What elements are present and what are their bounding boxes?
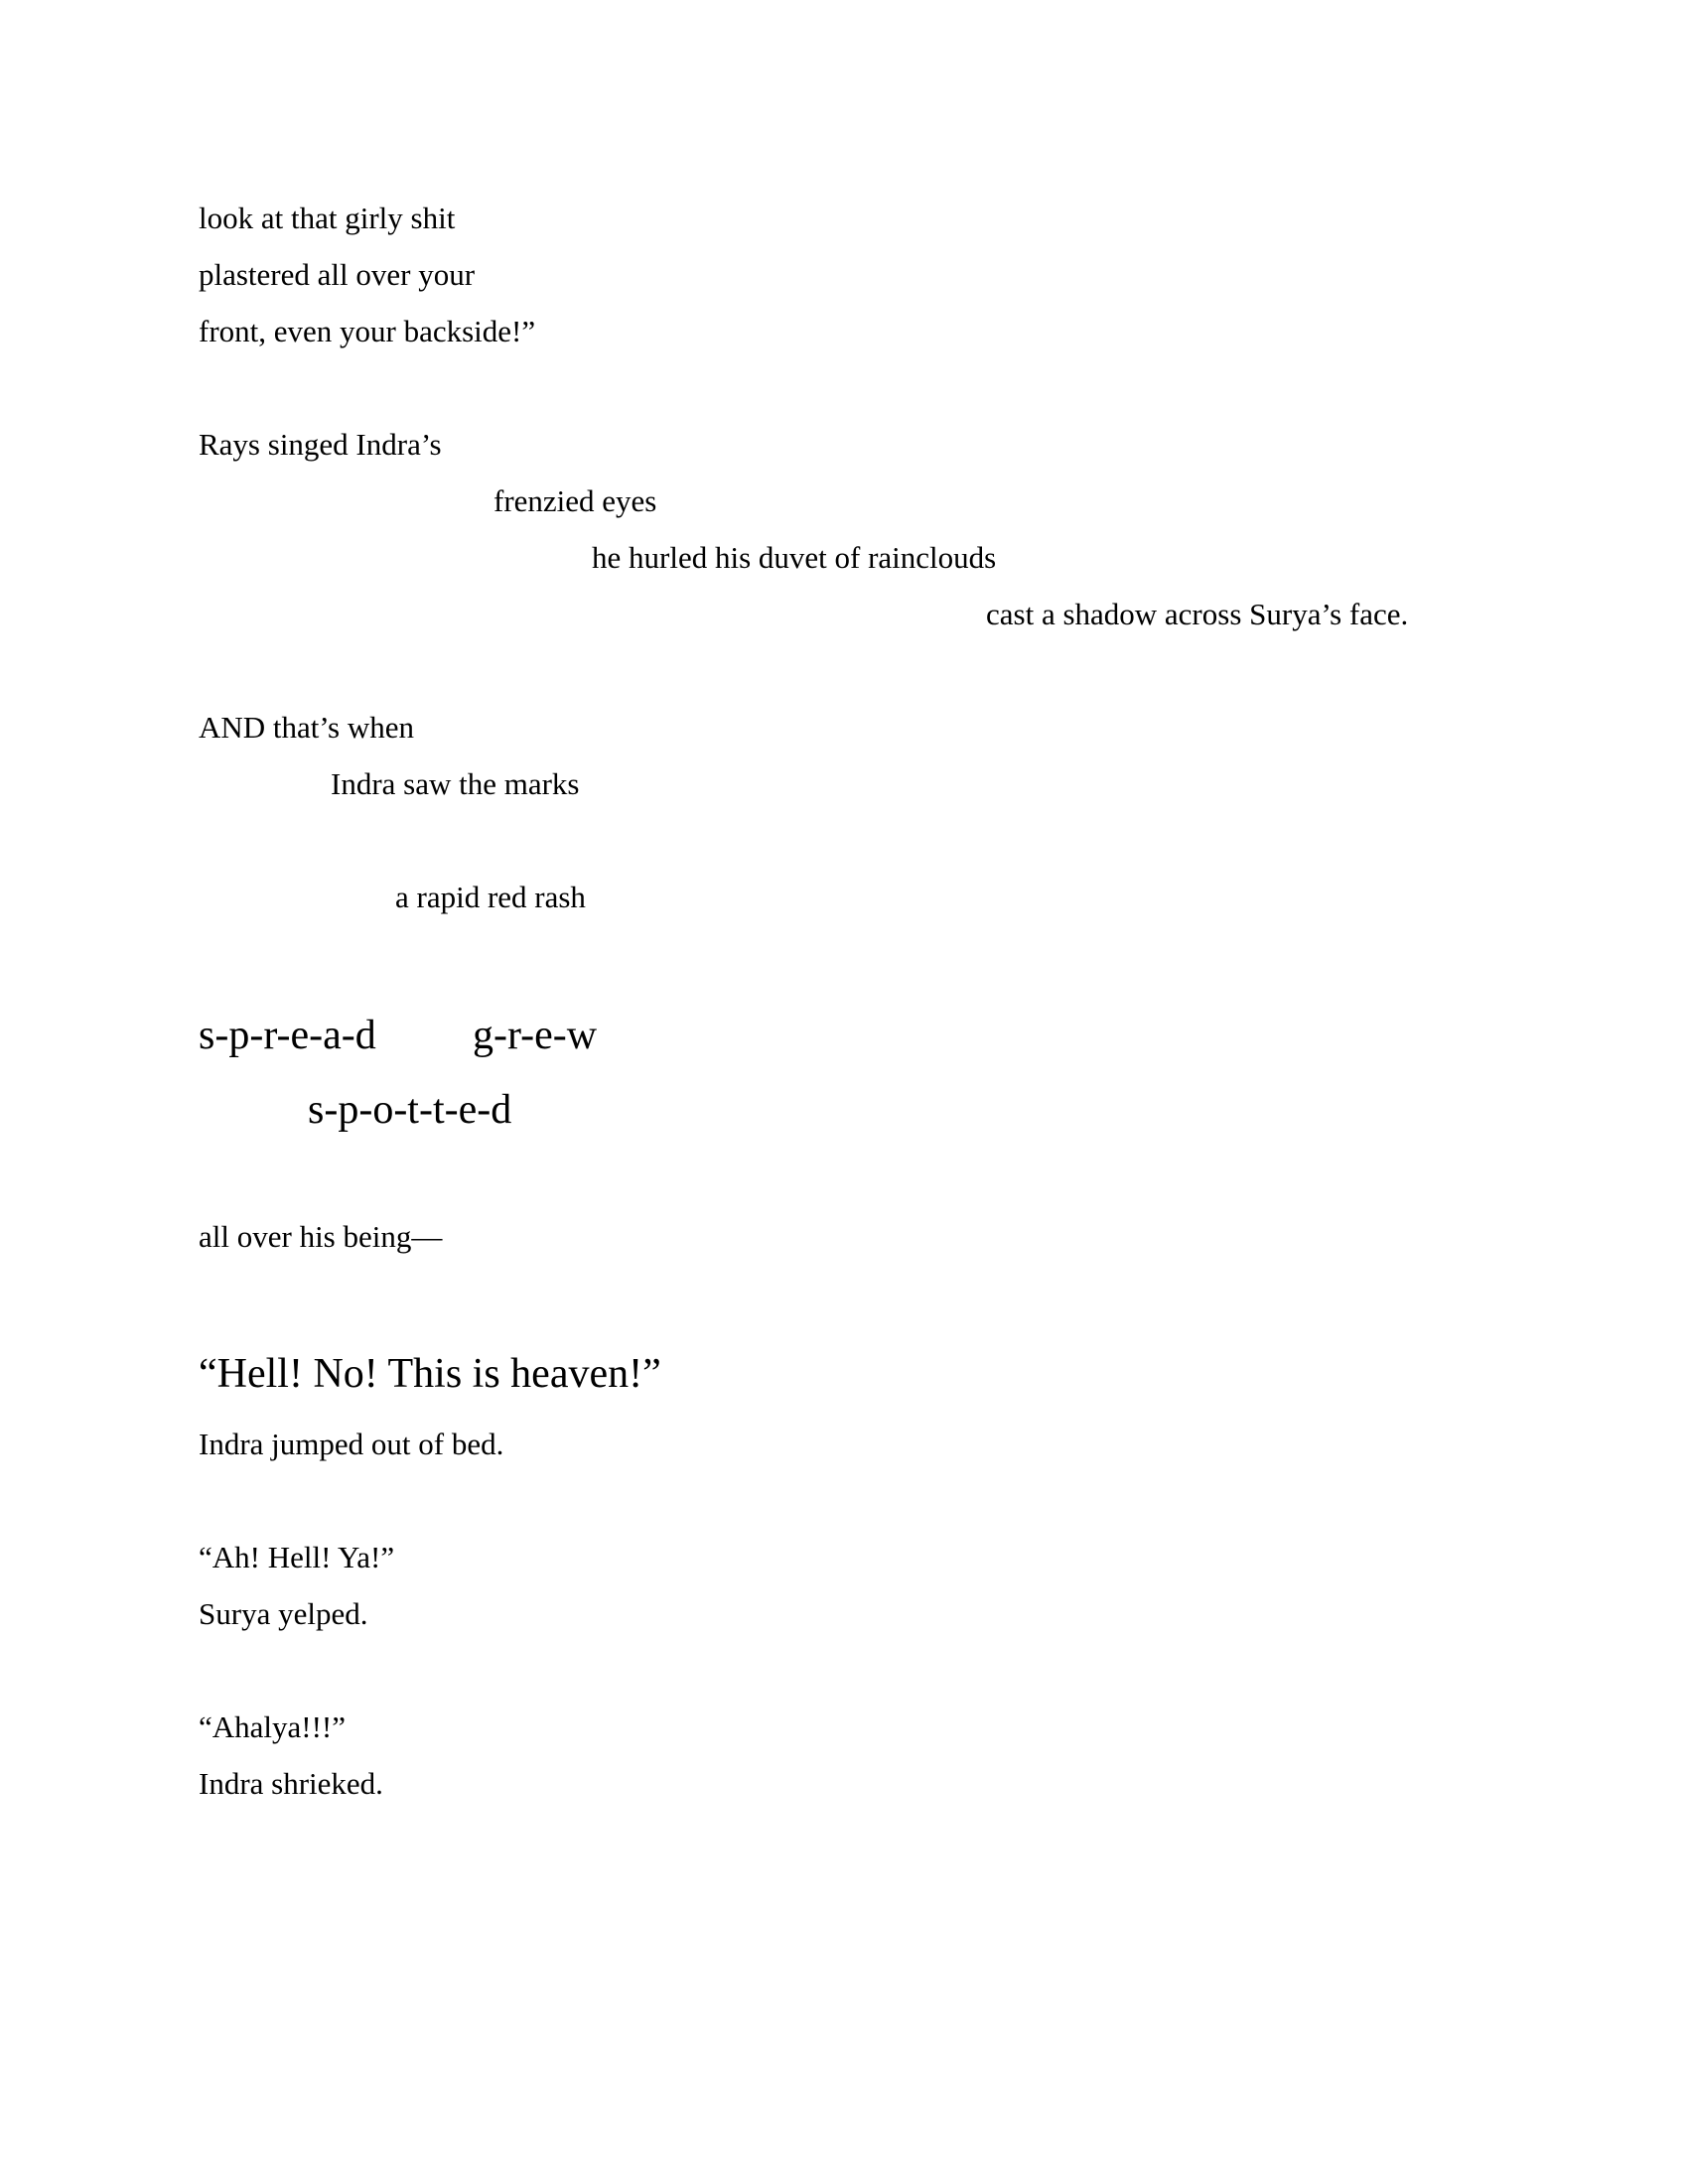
- poem-line: frenzied eyes: [493, 483, 657, 518]
- poem-line: plastered all over your: [199, 257, 476, 292]
- poem-line: Surya yelped.: [199, 1596, 368, 1631]
- poem-line: front, even your backside!”: [199, 314, 536, 348]
- poem-line: all over his being—: [199, 1219, 443, 1254]
- poem-line: look at that girly shit: [199, 201, 456, 235]
- poem-line: Indra saw the marks: [331, 766, 580, 801]
- poem-spelled-word: s-p-r-e-a-d: [199, 1013, 376, 1058]
- poem-line: a rapid red rash: [395, 880, 586, 914]
- poem-line: he hurled his duvet of rainclouds: [592, 540, 997, 575]
- poem-line: AND that’s when: [199, 710, 414, 745]
- poem-line: Indra shrieked.: [199, 1766, 383, 1801]
- poem-line: “Ahalya!!!”: [199, 1709, 347, 1744]
- poem-line: cast a shadow across Surya’s face.: [986, 597, 1409, 631]
- poem-line: Indra jumped out of bed.: [199, 1427, 504, 1461]
- poem-line: “Ah! Hell! Ya!”: [199, 1540, 395, 1574]
- poem-line: Rays singed Indra’s: [199, 427, 442, 462]
- poem-exclamation: “Hell! No! This is heaven!”: [199, 1351, 661, 1397]
- poem-spelled-word: s-p-o-t-t-e-d: [308, 1087, 512, 1133]
- poem-spelled-word: g-r-e-w: [473, 1013, 598, 1058]
